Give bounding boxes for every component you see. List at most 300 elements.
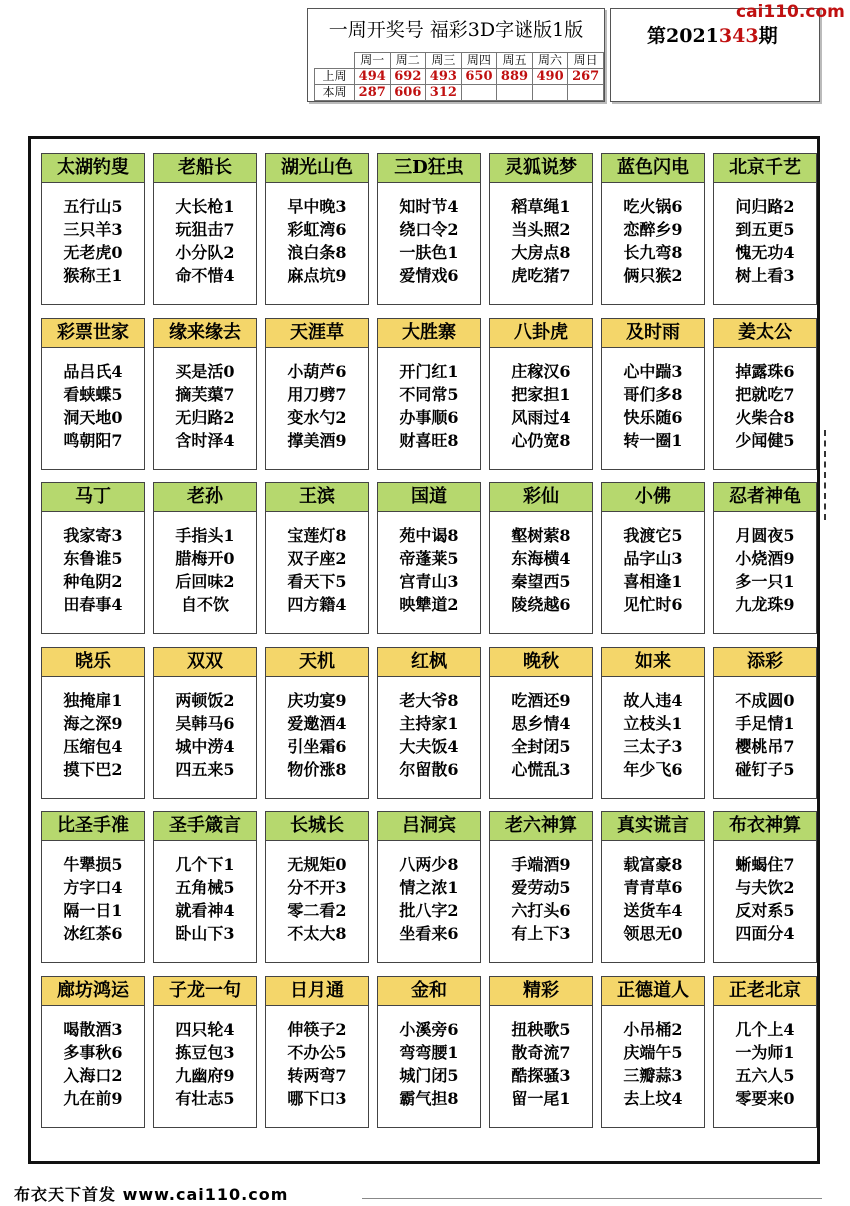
riddle-line: 快乐随6 <box>623 408 683 427</box>
riddle-line: 零二看2 <box>287 901 347 920</box>
last-week-row <box>315 69 604 85</box>
author-name: 忍者神龟 <box>713 482 817 512</box>
author-name: 金和 <box>377 976 481 1006</box>
side-divider <box>824 430 828 520</box>
riddle-line: 一为师1 <box>735 1043 795 1062</box>
riddle-lines <box>153 1006 257 1128</box>
riddle-line: 月圆夜5 <box>735 526 795 545</box>
riddle-line: 问归路2 <box>735 197 795 216</box>
riddle-card <box>41 153 145 305</box>
riddle-card <box>377 976 481 1128</box>
riddle-line: 四面分4 <box>735 924 795 943</box>
riddle-card <box>265 318 369 470</box>
riddle-line: 主持家1 <box>399 714 459 733</box>
riddle-card <box>41 482 145 634</box>
author-name: 老船长 <box>153 153 257 183</box>
riddle-line: 种龟阴2 <box>63 572 123 591</box>
author-name: 红枫 <box>377 647 481 677</box>
author-name: 彩票世家 <box>41 318 145 348</box>
riddle-lines <box>41 841 145 963</box>
riddle-line: 庄稼汉6 <box>511 362 571 381</box>
riddle-line: 风雨过4 <box>511 408 571 427</box>
riddle-line: 九在前9 <box>63 1089 123 1108</box>
author-name: 精彩 <box>489 976 593 1006</box>
riddle-line: 八两少8 <box>399 855 459 874</box>
riddle-line: 送货车4 <box>623 901 683 920</box>
issue-digits: 343 <box>718 25 759 47</box>
riddle-line: 小葫芦6 <box>287 362 347 381</box>
row-label: 本周 <box>315 85 355 101</box>
riddle-card <box>265 647 369 799</box>
riddle-line: 知时节4 <box>399 197 459 216</box>
riddle-lines <box>601 183 705 305</box>
riddle-line: 心仍宽8 <box>511 431 571 450</box>
author-name: 天机 <box>265 647 369 677</box>
riddle-line: 壑树萦8 <box>511 526 571 545</box>
riddle-card <box>601 976 705 1128</box>
riddle-line: 物价涨8 <box>287 760 347 779</box>
riddle-card <box>41 811 145 963</box>
riddle-lines <box>713 841 817 963</box>
riddle-card <box>377 811 481 963</box>
riddle-line: 吃酒还9 <box>511 691 571 710</box>
author-name: 圣手箴言 <box>153 811 257 841</box>
riddle-line: 小分队2 <box>175 243 235 262</box>
riddle-line: 五角械5 <box>175 878 235 897</box>
riddle-card <box>601 153 705 305</box>
panel-title: 一周开奖号 福彩3D字谜版1版 <box>328 19 584 41</box>
riddle-line: 一肤色1 <box>399 243 459 262</box>
riddle-line: 老大爷8 <box>399 691 459 710</box>
riddle-card <box>153 153 257 305</box>
riddle-line: 掉露珠6 <box>735 362 795 381</box>
riddle-line: 分不开3 <box>287 878 347 897</box>
draw-number: 493 <box>426 69 462 85</box>
riddle-line: 稻草绳1 <box>511 197 571 216</box>
riddle-line: 爱邀酒4 <box>287 714 347 733</box>
riddle-line: 吃火锅6 <box>623 197 683 216</box>
riddle-line: 就看神4 <box>175 901 235 920</box>
riddle-line: 不太大8 <box>287 924 347 943</box>
riddle-card <box>153 976 257 1128</box>
riddle-lines <box>489 512 593 634</box>
author-name: 太湖钓叟 <box>41 153 145 183</box>
riddle-line: 我家寄3 <box>63 526 123 545</box>
riddle-line: 批八字2 <box>399 901 459 920</box>
day-header: 周六 <box>532 53 568 69</box>
riddle-lines <box>377 512 481 634</box>
riddle-line: 哥们多8 <box>623 385 683 404</box>
riddle-lines <box>713 512 817 634</box>
author-name: 彩仙 <box>489 482 593 512</box>
riddle-line: 看蛱蝶5 <box>63 385 123 404</box>
riddle-line: 有壮志5 <box>175 1089 235 1108</box>
issue-panel <box>610 8 820 102</box>
riddle-lines <box>153 841 257 963</box>
riddle-lines <box>265 841 369 963</box>
riddle-line: 哪下口3 <box>287 1089 347 1108</box>
riddle-line: 含时泽4 <box>175 431 235 450</box>
author-name: 如来 <box>601 647 705 677</box>
riddle-line: 两顿饭2 <box>175 691 235 710</box>
draw-results-panel <box>307 8 605 102</box>
riddle-line: 不办公5 <box>287 1043 347 1062</box>
author-name: 马丁 <box>41 482 145 512</box>
author-name: 比圣手准 <box>41 811 145 841</box>
riddle-line: 大房点8 <box>511 243 571 262</box>
author-name: 吕洞宾 <box>377 811 481 841</box>
riddle-line: 思乡情4 <box>511 714 571 733</box>
riddle-lines <box>601 677 705 799</box>
riddle-card <box>153 811 257 963</box>
riddle-line: 不同常5 <box>399 385 459 404</box>
riddle-line: 自不饮 <box>180 595 229 614</box>
riddle-lines <box>601 841 705 963</box>
riddle-line: 五六人5 <box>735 1066 795 1085</box>
riddle-lines <box>713 1006 817 1128</box>
riddle-card <box>601 811 705 963</box>
riddle-line: 东鲁谁5 <box>63 549 123 568</box>
riddle-line: 命不惜4 <box>175 266 235 285</box>
riddle-line: 不成圆0 <box>735 691 795 710</box>
riddle-line: 把家担1 <box>511 385 571 404</box>
riddle-line: 五行山5 <box>63 197 123 216</box>
riddle-line: 转一圈1 <box>623 431 683 450</box>
riddle-card <box>601 318 705 470</box>
riddle-line: 反对系5 <box>735 901 795 920</box>
day-header: 周五 <box>497 53 533 69</box>
riddle-grid <box>41 153 817 1153</box>
riddle-line: 摸下巴2 <box>63 760 123 779</box>
riddle-line: 吴韩马6 <box>175 714 235 733</box>
riddle-line: 长九弯8 <box>623 243 683 262</box>
riddle-line: 几个下1 <box>175 855 235 874</box>
riddle-board <box>28 136 820 1164</box>
riddle-line: 手端酒9 <box>511 855 571 874</box>
author-name: 八卦虎 <box>489 318 593 348</box>
riddle-line: 海之深9 <box>63 714 123 733</box>
author-name: 小佛 <box>601 482 705 512</box>
riddle-line: 六打头6 <box>511 901 571 920</box>
riddle-lines <box>265 183 369 305</box>
riddle-line: 多事秋6 <box>63 1043 123 1062</box>
draw-number: 287 <box>354 85 390 101</box>
riddle-line: 霸气担8 <box>399 1089 459 1108</box>
riddle-card <box>153 318 257 470</box>
draw-results-table <box>314 52 604 101</box>
author-name: 双双 <box>153 647 257 677</box>
riddle-line: 九幽府9 <box>175 1066 235 1085</box>
row-label: 上周 <box>315 69 355 85</box>
riddle-card <box>265 811 369 963</box>
riddle-lines <box>489 677 593 799</box>
riddle-line: 四只轮4 <box>175 1020 235 1039</box>
author-name: 长城长 <box>265 811 369 841</box>
author-name: 老六神算 <box>489 811 593 841</box>
riddle-card <box>377 153 481 305</box>
footer-divider <box>362 1198 822 1199</box>
riddle-card <box>41 318 145 470</box>
riddle-line: 几个上4 <box>735 1020 795 1039</box>
author-name: 正德道人 <box>601 976 705 1006</box>
author-name: 及时雨 <box>601 318 705 348</box>
riddle-card <box>265 976 369 1128</box>
riddle-line: 无规矩0 <box>287 855 347 874</box>
riddle-lines <box>265 677 369 799</box>
riddle-line: 坐看来6 <box>399 924 459 943</box>
riddle-line: 撑美酒9 <box>287 431 347 450</box>
riddle-line: 陵绕越6 <box>511 595 571 614</box>
author-name: 北京千艺 <box>713 153 817 183</box>
riddle-line: 情之浓1 <box>399 878 459 897</box>
riddle-card <box>377 482 481 634</box>
riddle-lines <box>265 512 369 634</box>
riddle-line: 无归路2 <box>175 408 235 427</box>
author-name: 布衣神算 <box>713 811 817 841</box>
author-name: 国道 <box>377 482 481 512</box>
day-header: 周日 <box>568 53 604 69</box>
author-name: 天涯草 <box>265 318 369 348</box>
riddle-line: 爱情戏6 <box>399 266 459 285</box>
riddle-lines <box>489 841 593 963</box>
riddle-line: 宝莲灯8 <box>287 526 347 545</box>
author-name: 缘来缘去 <box>153 318 257 348</box>
author-name: 湖光山色 <box>265 153 369 183</box>
riddle-card <box>153 482 257 634</box>
riddle-lines <box>713 183 817 305</box>
riddle-line: 办事顺6 <box>399 408 459 427</box>
author-name: 三D狂虫 <box>377 153 481 183</box>
riddle-line: 鸣朝阳7 <box>63 431 123 450</box>
author-name: 晚秋 <box>489 647 593 677</box>
riddle-line: 弯弯腰1 <box>399 1043 459 1062</box>
riddle-line: 看天下5 <box>287 572 347 591</box>
riddle-card <box>713 153 817 305</box>
riddle-line: 当头照2 <box>511 220 571 239</box>
riddle-card <box>713 318 817 470</box>
draw-number: 490 <box>532 69 568 85</box>
riddle-line: 酷探骚3 <box>511 1066 571 1085</box>
issue-prefix: 第2021 <box>647 25 719 47</box>
author-name: 日月通 <box>265 976 369 1006</box>
riddle-line: 立枝头1 <box>623 714 683 733</box>
riddle-card <box>377 647 481 799</box>
riddle-lines <box>153 512 257 634</box>
riddle-lines <box>489 1006 593 1128</box>
riddle-line: 青青草6 <box>623 878 683 897</box>
riddle-lines <box>153 348 257 470</box>
riddle-line: 三瓣蒜3 <box>623 1066 683 1085</box>
riddle-line: 零要来0 <box>735 1089 795 1108</box>
riddle-line: 彩虹湾6 <box>287 220 347 239</box>
riddle-lines <box>489 183 593 305</box>
riddle-line: 领思无0 <box>623 924 683 943</box>
riddle-line: 引坐霜6 <box>287 737 347 756</box>
riddle-line: 庆功宴9 <box>287 691 347 710</box>
riddle-card <box>265 482 369 634</box>
riddle-line: 卧山下3 <box>175 924 235 943</box>
riddle-line: 庆端午5 <box>623 1043 683 1062</box>
riddle-line: 东海横4 <box>511 549 571 568</box>
draw-number: 267 <box>568 69 604 85</box>
draw-number: 312 <box>426 85 462 101</box>
riddle-line: 手足情1 <box>735 714 795 733</box>
this-week-row <box>315 85 604 101</box>
draw-number <box>532 85 568 101</box>
riddle-line: 入海口2 <box>63 1066 123 1085</box>
riddle-line: 帝蓬莱5 <box>399 549 459 568</box>
riddle-lines <box>265 348 369 470</box>
riddle-line: 到五更5 <box>735 220 795 239</box>
riddle-line: 小吊桶2 <box>623 1020 683 1039</box>
riddle-card <box>601 647 705 799</box>
author-name: 王滨 <box>265 482 369 512</box>
riddle-lines <box>601 348 705 470</box>
footer-credit: 布衣天下首发 www.cai110.com <box>14 1185 289 1204</box>
issue-number <box>647 21 778 48</box>
author-name: 廊坊鸿运 <box>41 976 145 1006</box>
riddle-card <box>265 153 369 305</box>
riddle-line: 大长枪1 <box>175 197 235 216</box>
riddle-card <box>153 647 257 799</box>
riddle-line: 樱桃吊7 <box>735 737 795 756</box>
riddle-card <box>377 318 481 470</box>
riddle-line: 压缩包4 <box>63 737 123 756</box>
riddle-line: 多一只1 <box>735 572 795 591</box>
author-name: 添彩 <box>713 647 817 677</box>
riddle-line: 麻点坑9 <box>287 266 347 285</box>
riddle-line: 火柴合8 <box>735 408 795 427</box>
riddle-line: 扭秧歌5 <box>511 1020 571 1039</box>
riddle-line: 浪白条8 <box>287 243 347 262</box>
author-name: 姜太公 <box>713 318 817 348</box>
draw-number <box>568 85 604 101</box>
author-name: 子龙一句 <box>153 976 257 1006</box>
riddle-line: 方字口4 <box>63 878 123 897</box>
riddle-line: 四五来5 <box>175 760 235 779</box>
riddle-lines <box>41 348 145 470</box>
riddle-card <box>713 811 817 963</box>
riddle-line: 见忙时6 <box>623 595 683 614</box>
riddle-line: 用刀劈7 <box>287 385 347 404</box>
riddle-lines <box>377 677 481 799</box>
riddle-lines <box>601 512 705 634</box>
riddle-line: 全封闭5 <box>511 737 571 756</box>
riddle-line: 俩只猴2 <box>623 266 683 285</box>
riddle-line: 愧无功4 <box>735 243 795 262</box>
draw-number: 650 <box>461 69 497 85</box>
riddle-line: 早中晚3 <box>287 197 347 216</box>
riddle-line: 有上下3 <box>511 924 571 943</box>
riddle-line: 开门红1 <box>399 362 459 381</box>
riddle-card <box>713 482 817 634</box>
day-header: 周四 <box>461 53 497 69</box>
day-header: 周一 <box>354 53 390 69</box>
riddle-line: 小溪旁6 <box>399 1020 459 1039</box>
riddle-line: 品字山3 <box>623 549 683 568</box>
riddle-line: 少闻健5 <box>735 431 795 450</box>
riddle-line: 年少飞6 <box>623 760 683 779</box>
riddle-line: 后回味2 <box>175 572 235 591</box>
riddle-line: 腊梅开0 <box>175 549 235 568</box>
riddle-lines <box>377 183 481 305</box>
riddle-line: 独掩扉1 <box>63 691 123 710</box>
riddle-line: 喝散酒3 <box>63 1020 123 1039</box>
riddle-card <box>489 647 593 799</box>
site-logo: cai110.com <box>736 2 845 22</box>
riddle-line: 冰红茶6 <box>63 924 123 943</box>
riddle-line: 双子座2 <box>287 549 347 568</box>
riddle-line: 九龙珠9 <box>735 595 795 614</box>
author-name: 正老北京 <box>713 976 817 1006</box>
riddle-line: 恋醉乡9 <box>623 220 683 239</box>
riddle-card <box>713 647 817 799</box>
riddle-lines <box>713 677 817 799</box>
riddle-line: 与夫饮2 <box>735 878 795 897</box>
riddle-card <box>489 153 593 305</box>
riddle-line: 买是活0 <box>175 362 235 381</box>
author-name: 蓝色闪电 <box>601 153 705 183</box>
draw-number: 494 <box>354 69 390 85</box>
riddle-line: 拣豆包3 <box>175 1043 235 1062</box>
draw-number: 692 <box>390 69 426 85</box>
riddle-line: 转两弯7 <box>287 1066 347 1085</box>
riddle-line: 虎吃猪7 <box>511 266 571 285</box>
riddle-line: 品吕氏4 <box>63 362 123 381</box>
riddle-line: 故人违4 <box>623 691 683 710</box>
riddle-lines <box>41 512 145 634</box>
riddle-card <box>601 482 705 634</box>
riddle-line: 猴称王1 <box>63 266 123 285</box>
riddle-card <box>489 976 593 1128</box>
riddle-lines <box>377 841 481 963</box>
riddle-card <box>713 976 817 1128</box>
author-name: 晓乐 <box>41 647 145 677</box>
draw-number: 889 <box>497 69 533 85</box>
riddle-card <box>489 482 593 634</box>
riddle-line: 绕口令2 <box>399 220 459 239</box>
riddle-lines <box>41 183 145 305</box>
riddle-line: 把就吃7 <box>735 385 795 404</box>
draw-number: 606 <box>390 85 426 101</box>
riddle-line: 牛犟损5 <box>63 855 123 874</box>
riddle-line: 宫青山3 <box>399 572 459 591</box>
riddle-lines <box>601 1006 705 1128</box>
riddle-line: 无老虎0 <box>63 243 123 262</box>
riddle-lines <box>489 348 593 470</box>
riddle-line: 城门闭5 <box>399 1066 459 1085</box>
riddle-lines <box>41 1006 145 1128</box>
riddle-line: 尔留散6 <box>399 760 459 779</box>
riddle-line: 小烧酒9 <box>735 549 795 568</box>
table-header-row <box>315 53 604 69</box>
riddle-line: 财喜旺8 <box>399 431 459 450</box>
riddle-line: 大夫饭4 <box>399 737 459 756</box>
day-header: 周二 <box>390 53 426 69</box>
riddle-line: 洞天地0 <box>63 408 123 427</box>
riddle-lines <box>265 1006 369 1128</box>
riddle-line: 伸筷子2 <box>287 1020 347 1039</box>
author-name: 大胜寨 <box>377 318 481 348</box>
corner-cell <box>315 53 355 69</box>
riddle-line: 去上坟4 <box>623 1089 683 1108</box>
riddle-lines <box>153 677 257 799</box>
riddle-line: 树上看3 <box>735 266 795 285</box>
riddle-line: 喜相逢1 <box>623 572 683 591</box>
riddle-line: 三太子3 <box>623 737 683 756</box>
author-name: 老孙 <box>153 482 257 512</box>
draw-number <box>461 85 497 101</box>
